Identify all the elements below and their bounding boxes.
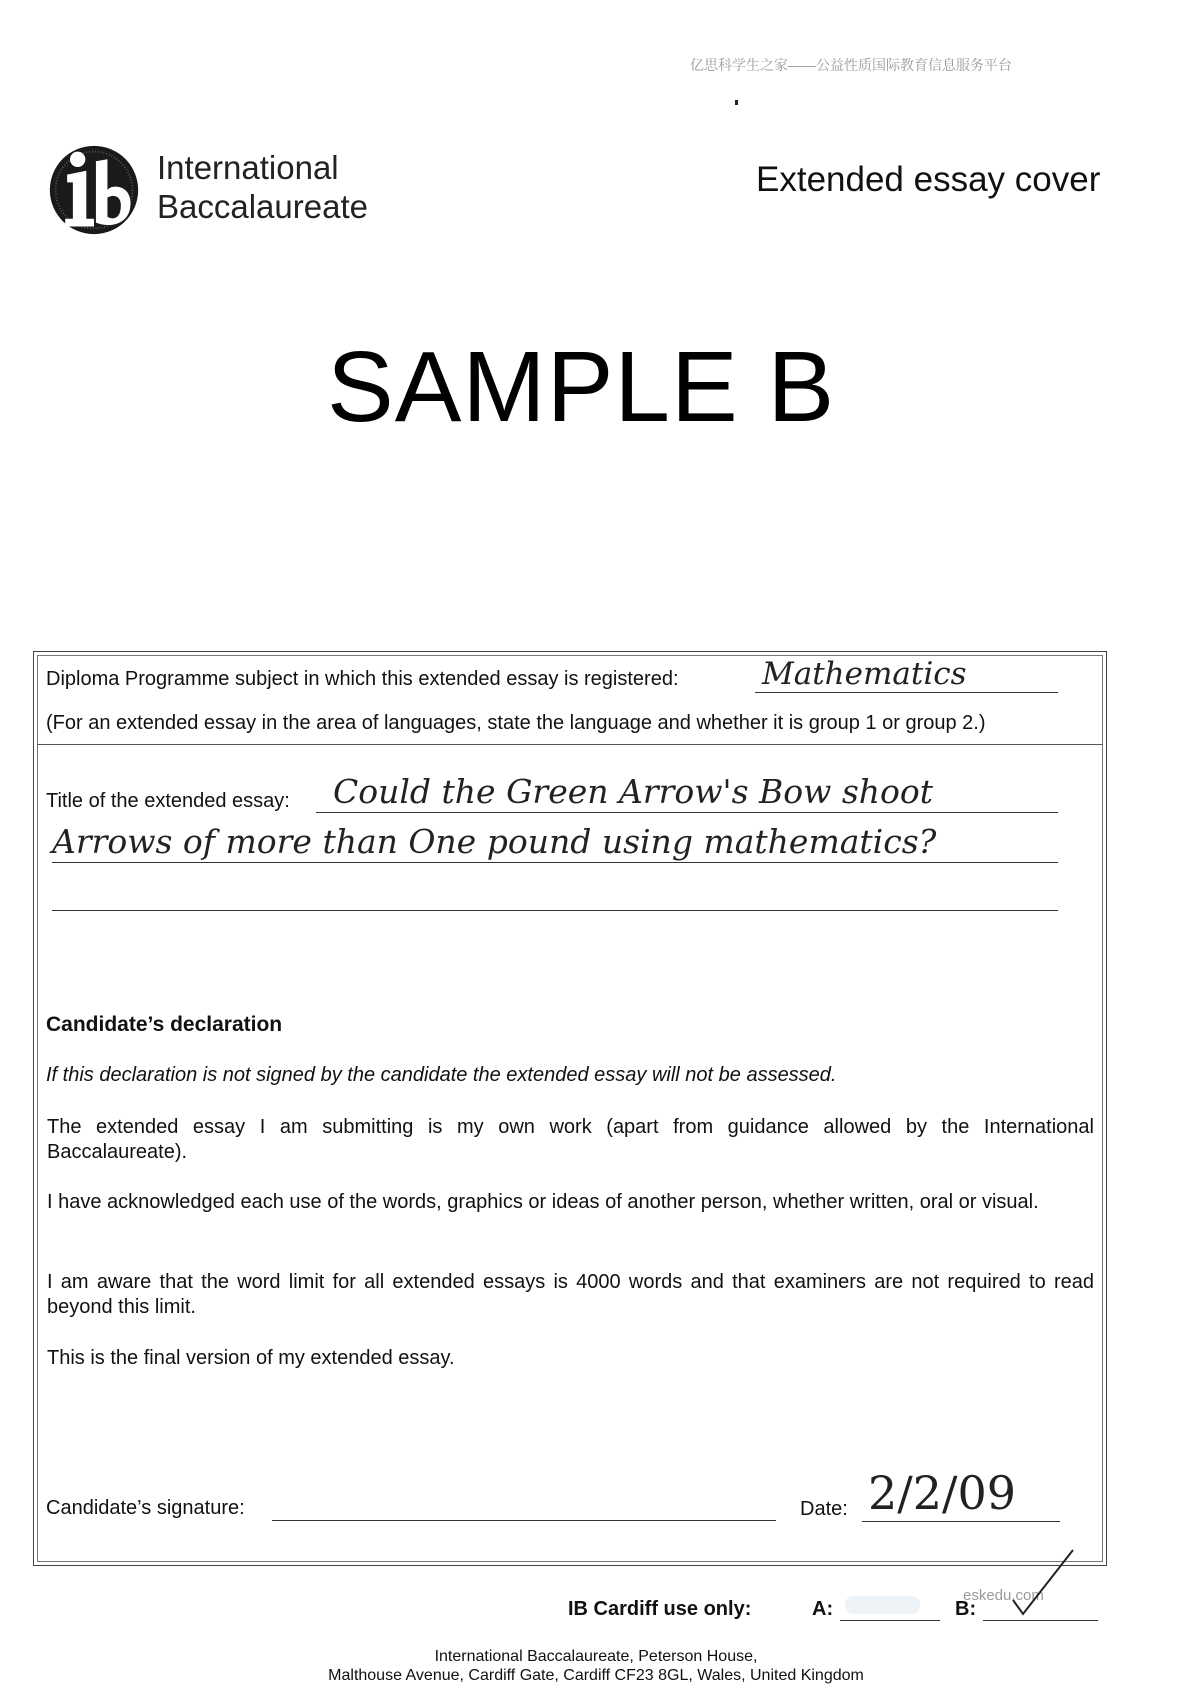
title-line-2 xyxy=(52,862,1058,863)
page-title: Extended essay cover xyxy=(756,160,1101,199)
title-line-3 xyxy=(52,910,1058,911)
office-b-label: B: xyxy=(955,1598,977,1620)
subject-note: (For an extended essay in the area of languages, state the language and whether it is group 1 or group 2.) xyxy=(46,712,986,734)
subject-underline xyxy=(755,692,1058,693)
essay-title-line-2: Arrows of more than One pound using mathematics? xyxy=(52,822,937,861)
signature-label: Candidate’s signature: xyxy=(46,1497,245,1519)
logo-line-2: Baccalaureate xyxy=(157,188,368,225)
check-mark-icon xyxy=(985,1548,1085,1628)
declaration-warning: If this declaration is not signed by the candidate the extended essay will not be assessed. xyxy=(46,1064,837,1086)
watermark-top: 亿思科学生之家——公益性质国际教育信息服务平台 xyxy=(690,57,1012,73)
subject-label: Diploma Programme subject in which this extended essay is registered: xyxy=(46,668,679,690)
essay-title-line-1: Could the Green Arrow's Bow shoot xyxy=(333,772,934,811)
footer-address-line-2: Malthouse Avenue, Cardiff Gate, Cardiff CF23 8GL, Wales, United Kingdom xyxy=(328,1667,864,1684)
date-value: 2/2/09 xyxy=(868,1466,1017,1520)
signature-line xyxy=(272,1520,776,1521)
section-divider xyxy=(37,744,1103,745)
date-line xyxy=(862,1521,1060,1522)
declaration-paragraph-3: I am aware that the word limit for all extended essays is 4000 words and that examiners are not required to read beyond this limit. xyxy=(47,1271,1094,1318)
office-a-line xyxy=(840,1620,940,1621)
office-a-label: A: xyxy=(812,1598,834,1620)
title-line-1 xyxy=(316,812,1058,813)
logo-line-1: International xyxy=(157,149,339,186)
office-a-smudge xyxy=(845,1596,920,1614)
declaration-heading: Candidate’s declaration xyxy=(46,1013,283,1036)
subject-value: Mathematics xyxy=(762,656,967,692)
date-label: Date: xyxy=(800,1498,848,1520)
ib-logo-icon xyxy=(46,142,142,238)
office-use-label: IB Cardiff use only: xyxy=(568,1598,752,1620)
declaration-paragraph-4: This is the final version of my extended essay. xyxy=(47,1347,455,1369)
declaration-paragraph-1: The extended essay I am submitting is my own work (apart from guidance allowed by the International Baccalaureate). xyxy=(47,1116,1094,1163)
declaration-paragraph-2: I have acknowledged each use of the words, graphics or ideas of another person, whether written, oral or visual. xyxy=(47,1191,1039,1213)
essay-title-label: Title of the extended essay: xyxy=(46,790,290,812)
footer-address-line-1: International Baccalaureate, Peterson House, xyxy=(434,1648,758,1665)
watermark-bottom: eskedu.com xyxy=(963,1587,1044,1604)
scan-speck xyxy=(735,100,738,105)
sample-label: SAMPLE B xyxy=(327,331,836,443)
logo-wordmark xyxy=(157,148,368,226)
